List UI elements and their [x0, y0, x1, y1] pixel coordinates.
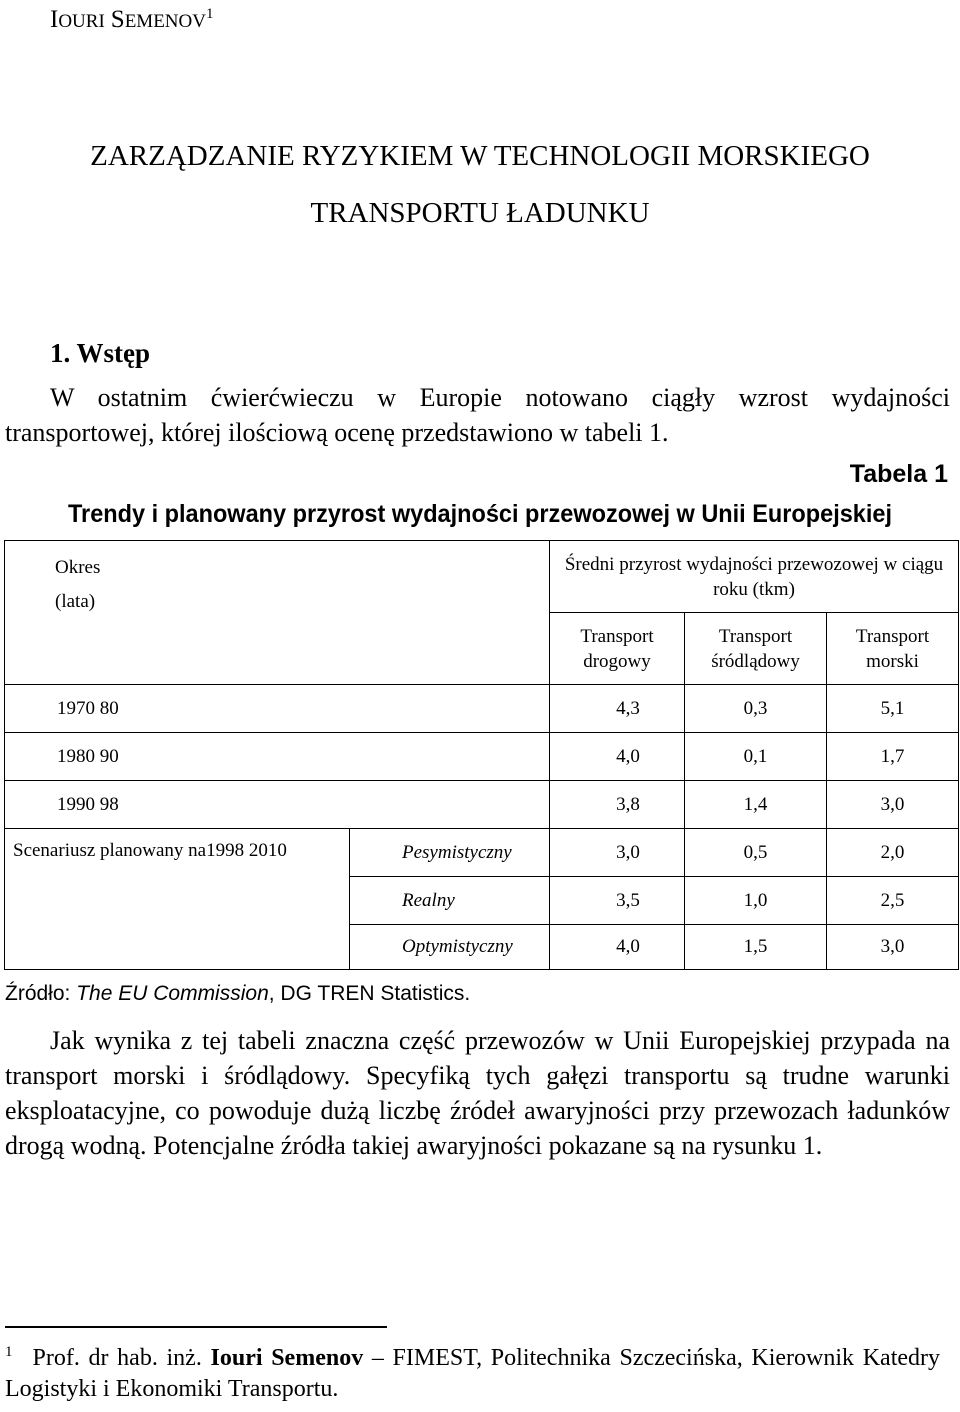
footnote-author-name: Iouri Semenov	[210, 1345, 364, 1371]
row-period: 1980 90	[5, 733, 550, 781]
col-road-header	[550, 613, 685, 685]
growth-header: Średni przyrost wydajności przewozowej w ciągu roku (tkm)	[550, 541, 959, 613]
scenario-road: 3,0	[550, 829, 685, 877]
source-italic: The EU Commission	[76, 982, 269, 1005]
col-inland-header	[685, 613, 827, 685]
author-surname-rest: EMENOV	[124, 11, 206, 32]
intro-paragraph: W ostatnim ćwierćwieczu w Europie notowano ciągły wzrost wydajności transportowej, której ilościową ocenę przedstawiono w tabeli 1.	[5, 383, 950, 447]
row-period: 1990 98	[5, 781, 550, 829]
table-row	[5, 829, 959, 877]
data-table	[4, 540, 959, 970]
source-suffix: , DG TREN Statistics.	[268, 982, 471, 1005]
paper-title-line-1: ZARZĄDZANIE RYZYKIEM W TECHNOLOGII MORSKIEGO	[90, 140, 870, 172]
scenario-inland: 0,5	[685, 829, 827, 877]
col-sea-line-1: Transport	[855, 625, 930, 647]
source-prefix: Źródło:	[5, 982, 77, 1005]
period-header-line-1: Okres	[55, 557, 101, 578]
col-road-line-1: Transport	[580, 625, 654, 647]
scenario-name: Pesymistyczny	[350, 829, 550, 877]
table-number: Tabela 1	[849, 460, 948, 488]
table-row	[5, 733, 959, 781]
period-header	[5, 541, 550, 685]
scenario-inland: 1,5	[685, 925, 827, 970]
body-paragraph: Jak wynika z tej tabeli znaczna część przewozów w Unii Europejskiej przypada na transport morski i śródlądowy. Specyfiką tych gałęzi transportu są trudne warunki eksploatacyjne, co powoduje dużą liczbę źródeł awaryjności przy przewozach ładunków drogą wodną. Potencjalne źródła takiej awaryjności pokazane są na rysunku 1.	[5, 1026, 950, 1160]
scenario-label: Scenariusz planowany na1998 2010	[5, 829, 350, 970]
table-row	[5, 781, 959, 829]
table-source	[5, 982, 470, 1006]
author-footnote-mark: 1	[205, 6, 214, 22]
section-heading: 1. Wstęp	[50, 338, 151, 368]
paper-title-line-2: TRANSPORTU ŁADUNKU	[310, 197, 650, 229]
period-header-line-2: (lata)	[55, 591, 96, 612]
scenario-sea: 2,5	[827, 877, 959, 925]
footnote-divider	[5, 1326, 387, 1328]
row-inland: 0,3	[685, 685, 827, 733]
table-row	[5, 685, 959, 733]
col-road-line-2: drogowy	[583, 650, 651, 672]
row-road: 3,8	[550, 781, 685, 829]
row-inland: 0,1	[685, 733, 827, 781]
col-inland-line-1: Transport	[718, 625, 793, 647]
footnote	[5, 1343, 940, 1405]
scenario-inland: 1,0	[685, 877, 827, 925]
table-title: Trendy i planowany przyrost wydajności przewozowej w Unii Europejskiej	[68, 500, 892, 528]
row-sea: 3,0	[827, 781, 959, 829]
col-sea-header	[827, 613, 959, 685]
scenario-name: Realny	[350, 877, 550, 925]
footnote-title: Prof. dr hab. inż.	[32, 1345, 211, 1371]
row-road: 4,3	[550, 685, 685, 733]
row-road: 4,0	[550, 733, 685, 781]
author-initial: I	[50, 6, 59, 33]
row-sea: 1,7	[827, 733, 959, 781]
scenario-sea: 3,0	[827, 925, 959, 970]
scenario-name: Optymistyczny	[350, 925, 550, 970]
scenario-road: 4,0	[550, 925, 685, 970]
scenario-sea: 2,0	[827, 829, 959, 877]
row-sea: 5,1	[827, 685, 959, 733]
row-period: 1970 80	[5, 685, 550, 733]
author-surname-initial: S	[110, 6, 125, 33]
scenario-road: 3,5	[550, 877, 685, 925]
row-inland: 1,4	[685, 781, 827, 829]
author-first-name-rest: OURI	[58, 11, 105, 32]
footnote-mark: 1	[5, 1344, 13, 1360]
col-sea-line-2: morski	[866, 650, 919, 672]
col-inland-line-2: śródlądowy	[711, 650, 800, 672]
footnote-affiliation: – FIMEST, Politechnika Szczecińska, Kierownik Katedry Logistyki i Ekonomiki Transportu.	[5, 1345, 941, 1402]
author-name	[50, 6, 213, 34]
